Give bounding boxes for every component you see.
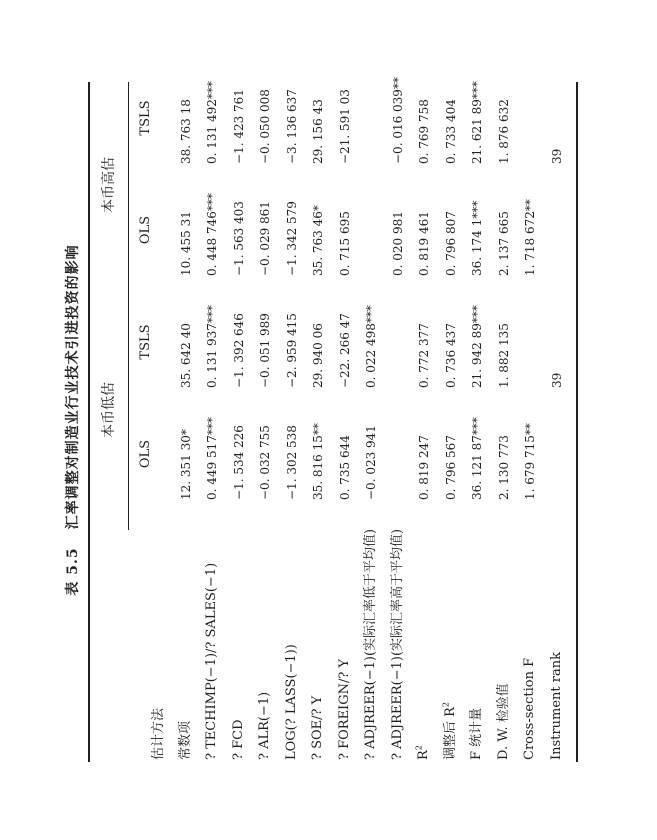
- table-cell: 0. 131 937***: [205, 305, 219, 388]
- table-cell: 2. 137 665: [496, 211, 511, 276]
- row-label-text: ? FCD: [230, 719, 246, 760]
- row-label-text: 估计方法: [151, 707, 166, 760]
- table-cell: −0. 050 008: [258, 89, 272, 164]
- row-label: [309, 696, 327, 760]
- row-label: [362, 529, 380, 760]
- table-cell: 0. 772 377: [417, 323, 431, 388]
- table-cell: 29. 156 43: [311, 99, 325, 164]
- table-cell: −1. 534 226: [231, 425, 246, 500]
- table-number: 表 5.5: [65, 547, 81, 596]
- table-caption: [62, 0, 82, 840]
- table-cell: 39: [549, 148, 564, 164]
- row-label: [548, 652, 566, 760]
- table-cell: 1. 876 632: [496, 99, 511, 164]
- table-cell: 21. 621 89***: [470, 81, 484, 164]
- row-label-text: R: [416, 750, 431, 760]
- row-label-text: D. W. 检验值: [495, 683, 511, 760]
- group-header-undervalued: 本币低估: [101, 382, 117, 438]
- table-cell: −0. 032 755: [258, 425, 272, 500]
- header-rule: [128, 82, 129, 530]
- table-cell: 0. 735 644: [337, 435, 352, 500]
- row-label: [495, 683, 513, 760]
- table-cell: −1. 423 761: [231, 89, 246, 164]
- table-cell: 0. 449 517***: [205, 417, 219, 500]
- table-cell: −21. 591 03: [337, 89, 352, 164]
- table-cell: 1. 882 135: [496, 323, 511, 388]
- table-cell: 39: [549, 372, 564, 388]
- row-label-superscript: 2: [441, 701, 451, 708]
- table-cell: 36. 121 87***: [470, 417, 484, 500]
- row-label-text: ? SOE/? Y: [310, 695, 325, 760]
- table-cell: −2. 959 415: [284, 313, 299, 388]
- row-label-text: ? FOREIGN/? Y: [336, 658, 352, 760]
- table-cell: −22. 266 47: [337, 313, 352, 388]
- row-label-superscript: 2: [414, 745, 424, 751]
- row-label-text: Instrument rank: [548, 652, 564, 760]
- table-cell: 0. 715 695: [337, 211, 352, 276]
- table-cell: −0. 029 861: [258, 201, 272, 276]
- table-cell: 36. 174 1***: [470, 200, 484, 276]
- row-label: [150, 708, 168, 760]
- table-cell: −1. 342 579: [284, 201, 299, 276]
- table-cell: 29. 940 06: [311, 323, 325, 388]
- table-cell: 38. 763 18: [178, 99, 193, 164]
- row-label-text: ? ADJREER(−1)(实际汇率低于平均值): [363, 528, 378, 760]
- table-cell: 10. 455 31: [178, 211, 193, 276]
- row-label: [415, 745, 433, 760]
- row-label: [468, 708, 486, 760]
- table-cell: 35. 816 15**: [311, 423, 325, 500]
- row-label: [283, 644, 301, 760]
- table-cell: 0. 819 247: [417, 435, 431, 500]
- table-cell: 0. 796 807: [443, 211, 458, 276]
- table-cell: −0. 016 039**: [390, 77, 405, 164]
- group-header-overvalued: 本币高估: [101, 157, 117, 213]
- row-label-text: ? ALR(−1): [257, 691, 272, 760]
- table-cell: −0. 051 989: [258, 313, 272, 388]
- table-cell: 35. 763 46*: [311, 205, 325, 276]
- table-cell: −1. 392 646: [231, 313, 246, 388]
- bottom-rule: [576, 82, 578, 762]
- table-title: 汇率调整对制造业行业技术引进投资的影响: [65, 244, 81, 530]
- table-cell: 0. 819 461: [417, 211, 431, 276]
- row-label: [177, 721, 195, 760]
- table-cell: −0. 023 941: [364, 425, 378, 500]
- table-cell: 12. 351 30*: [178, 429, 193, 500]
- row-label: [336, 659, 354, 760]
- table-cell: 1. 718 672**: [523, 199, 537, 276]
- table-cell: 35. 642 40: [178, 323, 193, 388]
- row-label-text: ? ADJREER(−1)(实际汇率高于平均值): [389, 528, 405, 760]
- table-cell: 0. 769 758: [417, 99, 431, 164]
- column-header-ols-1: OLS: [138, 439, 153, 469]
- row-label-text: 调整后 R: [442, 707, 458, 760]
- column-header-tsls-1: TSLS: [138, 324, 153, 360]
- table-cell: 0. 020 981: [390, 211, 405, 276]
- top-rule: [88, 82, 90, 762]
- row-label-text: F 统计量: [469, 707, 484, 760]
- table-cell: 0. 448 746***: [205, 193, 219, 276]
- row-label-text: ? TECHIMP(−1)/? SALES(−1): [204, 562, 219, 760]
- table-cell: −3. 136 637: [284, 89, 299, 164]
- table-cell: 2. 130 773: [496, 435, 511, 500]
- table-cell: 21. 942 89***: [470, 305, 484, 388]
- column-header-tsls-2: TSLS: [138, 100, 153, 136]
- table-cell: 0. 022 498***: [364, 305, 378, 388]
- table-cell: 0. 733 404: [443, 99, 458, 164]
- row-label: [203, 563, 221, 760]
- table-cell: 0. 796 567: [443, 435, 458, 500]
- row-label: [256, 692, 274, 760]
- row-label: [442, 702, 460, 760]
- table-cell: −1. 563 403: [231, 201, 246, 276]
- row-label: [389, 529, 407, 760]
- column-header-ols-2: OLS: [138, 215, 153, 245]
- table-cell: 0. 131 492***: [205, 81, 219, 164]
- table-cell: −1. 302 538: [284, 425, 299, 500]
- row-label: [521, 658, 539, 760]
- row-label-text: LOG(? LASS(−1)): [283, 644, 299, 760]
- table-cell: 1. 679 715**: [523, 423, 537, 500]
- table-cell: 0. 736 437: [443, 323, 458, 388]
- row-label-text: Cross-section F: [522, 657, 537, 760]
- row-label: [230, 720, 248, 761]
- row-label-text: 常数项: [177, 720, 193, 760]
